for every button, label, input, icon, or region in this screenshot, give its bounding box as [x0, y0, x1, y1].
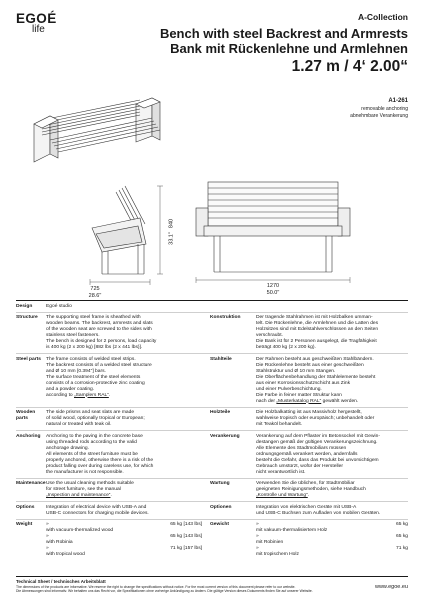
samplers-ral-link[interactable]: „Samplers RAL“: [74, 392, 109, 398]
steel-en-line: The backrest consists of a welded steel structure: [46, 362, 152, 368]
anchoring-de-line: Alle Elemente des Stadtmobiliars müssen: [256, 445, 347, 451]
steel-de-link-line: [256, 399, 408, 405]
steel-de-line: und einer Pulverbeschichtung.: [256, 386, 322, 392]
maintenance-label-german: Wartung: [210, 481, 230, 486]
options-label-german: Optionen: [210, 504, 232, 510]
height-metric: 840: [168, 218, 175, 229]
weight-de-item: » mit vakuum-thermalisiertem Holz 65 kg: [256, 522, 408, 533]
anchoring-en-line: the manufacturer is not responsible.: [46, 469, 124, 475]
weight-en-item: » with Robinia 65 kg [143 lbs]: [46, 534, 202, 545]
steel-parts-label-german: Stahlteile: [210, 356, 232, 362]
anchoring-de-line: Gebrauch umstürzt, wofür der Hersteller: [256, 463, 343, 469]
weight-de-value: 71 kg: [396, 546, 408, 551]
options-en-line: USB-C connectors for charging mobile devices.: [46, 510, 149, 516]
product-code: A1-261: [388, 98, 408, 104]
wooden-parts-label-german: Holzteile: [210, 410, 231, 415]
options-label: Options: [16, 504, 35, 510]
structure-en-line: of the wooden seat are screwed to the sides with: [46, 327, 152, 332]
steel-en-line: consists of a corrosion-protective zinc coating: [46, 380, 145, 386]
weight-de-name: mit Robinien: [256, 540, 284, 545]
spec-row-design: [16, 300, 408, 312]
anchoring-label: Anchoring: [16, 433, 41, 439]
width-label: [256, 283, 290, 297]
footer-disclaimer-german: Die Abmessungen sind informativ. Wir behalten uns das Recht vor, die Spezifikationen ohne vorherige Ankündigung zu ändern. Die gültige Version dieses Dokuments finden Sie auf unserer Website.: [16, 588, 313, 593]
side-depth-imperial: 28.6": [88, 293, 102, 299]
options-german: [256, 505, 408, 517]
structure-en-line: stainless steel fasteners.: [46, 333, 100, 338]
weight-de-item: » mit tropischem Holz 71 kg: [256, 546, 408, 557]
structure-label: Structure: [16, 315, 38, 320]
side-depth-label: [78, 286, 112, 300]
weight-de-value: 65 kg: [396, 522, 408, 527]
width-imperial: 50.0": [266, 290, 280, 296]
height-imperial: 33.1": [168, 232, 175, 245]
steel-en-link-line: [46, 393, 202, 399]
title-german: Bank mit Rückenlehne und Armlehnen: [170, 41, 408, 56]
weight-en-value: 65 kg [143 lbs]: [170, 522, 202, 527]
structure-de-line: verschraubt.: [256, 333, 283, 338]
wood-en-line: of solid wood, optionally tropical or European;: [46, 416, 145, 421]
structure-label-german: Konstruktion: [210, 315, 241, 320]
website-link[interactable]: www.egoe.eu: [374, 584, 408, 590]
structure-de-line: Die Bank ist für 2 Personen ausgelegt, die Tragfähigkeit: [256, 339, 377, 344]
spec-row-steel-parts: [16, 353, 408, 407]
structure-de-line: Holzsitzes sind mit Edelstahlverschlüssen an den Seiten: [256, 327, 379, 332]
maintenance-de-line: geeigneten Reinigungsmethoden, siehe Handbuch: [256, 487, 366, 492]
spec-row-options: [16, 501, 408, 519]
side-depth-metric: 725: [90, 286, 100, 292]
maintenance-de-line: Verwenden Sie die üblichen, für Stadtmöbiliar: [256, 481, 355, 486]
anchoring-en-line: anchorage drawing.: [46, 445, 89, 451]
spec-row-anchoring: [16, 430, 408, 478]
options-en-line: Integration of electrical device with USB-A and: [46, 504, 147, 510]
weight-en-name: with vacuum-thermalized wood: [46, 528, 114, 533]
wood-de-line: Die Holzbalkatting ist aus Massivholz hergestellt,: [256, 410, 362, 415]
footer-disclaimer-english: The dimensions of the products are informative. We reserve the right to change the specifications without notice. For the most current version of this document please refer to our website.: [16, 584, 296, 589]
height-label: [164, 218, 180, 245]
steel-de-line: nach der: [256, 398, 276, 404]
anchoring-note: [288, 106, 408, 120]
bench-side-view: [82, 182, 172, 292]
maintenance-german: [256, 481, 408, 499]
weight-de-name: mit tropischem Holz: [256, 552, 299, 557]
wood-en-line: natural or treated with teak oil.: [46, 422, 112, 427]
wooden-parts-english: [46, 410, 210, 428]
weight-de-value: 65 kg: [396, 534, 408, 539]
maintenance-en-link-line: [46, 493, 202, 499]
weight-label-german: Gewicht: [210, 522, 230, 527]
structure-german: [256, 315, 408, 351]
musterkatalog-ral-link[interactable]: „Musterkatalog RAL“: [276, 398, 322, 404]
brand-logo: [16, 12, 56, 35]
structure-de-line: Der tragende Stahlrahmen ist mit Holzbalken umman-: [256, 315, 373, 320]
weight-en-name: with Robinia: [46, 540, 73, 545]
spec-row-wooden-parts: [16, 407, 408, 431]
weight-en-value: 65 kg [143 lbs]: [170, 534, 202, 539]
anchoring-de-line: ordnungsgemäß verankert werden, andernfalls: [256, 451, 358, 457]
structure-en-line: The bench is designed for 2 persons, load capacity: [46, 339, 157, 344]
steel-en-line: The surface treatment of the steel elements: [46, 374, 141, 380]
design-value: Egoé studio: [46, 303, 72, 309]
footer-title: Technical Sheet / technisches Arbeitsblatt: [16, 579, 106, 584]
wood-de-line: mit Teaköl behandelt.: [256, 422, 303, 427]
weight-german: [256, 522, 408, 558]
steel-parts-german: [256, 357, 408, 405]
anchoring-german: abnehmbare Verankerung: [350, 113, 408, 119]
anchoring-label-german: Verankerung: [210, 433, 240, 439]
anchoring-en-line: using threaded rods according to the valid: [46, 439, 137, 445]
weight-de-name: mit vakuum-thermalisiertem Holz: [256, 528, 328, 533]
structure-en-line: The supporting steel frame is sheathed with: [46, 315, 141, 320]
steel-en-tail: .: [108, 392, 111, 398]
brand-name: EGOÉ: [16, 11, 57, 26]
steel-de-line: Die Oberflächenbehandlung der Stahlelemente besteht: [256, 374, 376, 380]
steel-de-line: Stahlstruktur und Ø 10 mm Stangen.: [256, 368, 336, 374]
maintenance-de-tail: .: [307, 493, 310, 498]
anchoring-de-line: destangen gemäß der gültigen Verankerungszeichnung.: [256, 439, 378, 445]
spec-table: [16, 300, 408, 560]
weight-en-item: » with tropical wood 71 kg [157 lbs]: [46, 546, 202, 557]
anchoring-en-line: All elements of the street furniture must be: [46, 451, 138, 457]
inspection-maintenance-link[interactable]: „Inspection and maintenance“: [46, 493, 111, 498]
wood-de-line: wahlweise tropisch oder europäisch; unbehandelt oder: [256, 416, 375, 421]
steel-parts-label: Steel parts: [16, 356, 42, 362]
structure-de-line: beträgt 400 kg (2 x 200 kg).: [256, 345, 316, 350]
steel-en-line: and a powder coating.: [46, 386, 95, 392]
maintenance-de-link-line: [256, 493, 408, 499]
wooden-parts-label: Wooden parts: [16, 410, 36, 421]
anchoring-de-line: besteht die Gefahr, dass das Produkt bei unvorsichtigem: [256, 457, 379, 463]
maintenance-en-line: for street furniture, see the manual: [46, 487, 121, 492]
weight-en-name: with tropical wood: [46, 552, 85, 557]
bench-isometric-drawing: [28, 96, 178, 176]
brand-sub: life: [32, 24, 45, 35]
steel-de-line: Der Rahmen besteht aus geschweißten Stahlbändern.: [256, 356, 374, 362]
options-de-line: Integration von elektrischen Geräte mit USB-A: [256, 504, 357, 510]
anchoring-en-line: properly anchored, otherwise there is a risk of the: [46, 457, 154, 463]
anchoring-de-line: Verankerung auf dem Pflaster im Betonsockel mit Gewin-: [256, 433, 380, 439]
weight-de-item: » mit Robinien 65 kg: [256, 534, 408, 545]
design-label: Design: [16, 303, 33, 309]
footer: [16, 576, 408, 593]
anchoring-english: [46, 434, 210, 476]
options-de-line: und USB-C Buchsen zum Aufladen von mobilen Geräten.: [256, 510, 381, 516]
bench-front-view: [188, 168, 358, 293]
structure-english: [46, 315, 210, 351]
spec-row-structure: [16, 312, 408, 354]
spec-row-maintenance: [16, 478, 408, 502]
structure-en-line: wooden beams. The backrest, armrests and slats: [46, 321, 153, 326]
width-metric: 1270: [266, 283, 280, 289]
steel-de-tail: gewählt werden.: [321, 398, 359, 404]
steel-en-line: and Ø 10 mm [0.394"] bars.: [46, 368, 106, 374]
steel-de-line: Die Rückenlehne besteht aus einer geschweißten: [256, 362, 364, 368]
title-english: Bench with steel Backrest and Armrests: [159, 26, 408, 41]
weight-english: [46, 522, 210, 558]
weight-en-value: 71 kg [157 lbs]: [170, 546, 202, 551]
wood-en-line: The side prisms and seat slats are made: [46, 410, 135, 415]
structure-de-line: telt. Die Rückenlehne, die Armlehnen und die Latten des: [256, 321, 379, 326]
wooden-parts-german: [256, 410, 408, 428]
kontrolle-wartung-link[interactable]: „Kontrolle und Wartung“: [256, 493, 308, 498]
steel-de-line: aus einer Korrosionsschutzschicht aus Zink: [256, 380, 351, 386]
steel-de-line: Die Farbe in feiner matter Struktur kann: [256, 392, 342, 398]
steel-en-line: according to: [46, 392, 73, 398]
anchoring-english: removable anchoring: [361, 106, 408, 112]
maintenance-english: [46, 481, 210, 499]
structure-en-line: is 400 kg (2 x 200 kg) [882 lbs (2 x 441 lbs)].: [46, 345, 143, 350]
title-dimension: 1.27 m / 4‘ 2.00“: [291, 58, 408, 75]
weight-label: Weight: [16, 522, 33, 527]
steel-en-line: The frame consists of welded steel strips.: [46, 356, 136, 362]
anchoring-de-line: nicht verantwortlich ist.: [256, 469, 306, 475]
anchoring-german: [256, 434, 408, 476]
maintenance-label: Maintenance: [16, 481, 46, 486]
steel-parts-english: [46, 357, 210, 405]
weight-en-item: » with vacuum-thermalized wood 65 kg [143 lbs]: [46, 522, 202, 533]
collection-label: A-Collection: [357, 12, 408, 22]
anchoring-en-line: product falling over during careless use, for which: [46, 463, 154, 469]
spec-row-weight: [16, 519, 408, 561]
maintenance-en-tail: .: [110, 493, 112, 498]
title-block: [88, 26, 408, 76]
options-english: [46, 505, 210, 517]
anchoring-en-line: Anchoring to the paving in the concrete base: [46, 433, 143, 439]
maintenance-en-line: Use the usual cleaning methods suitable: [46, 481, 134, 486]
